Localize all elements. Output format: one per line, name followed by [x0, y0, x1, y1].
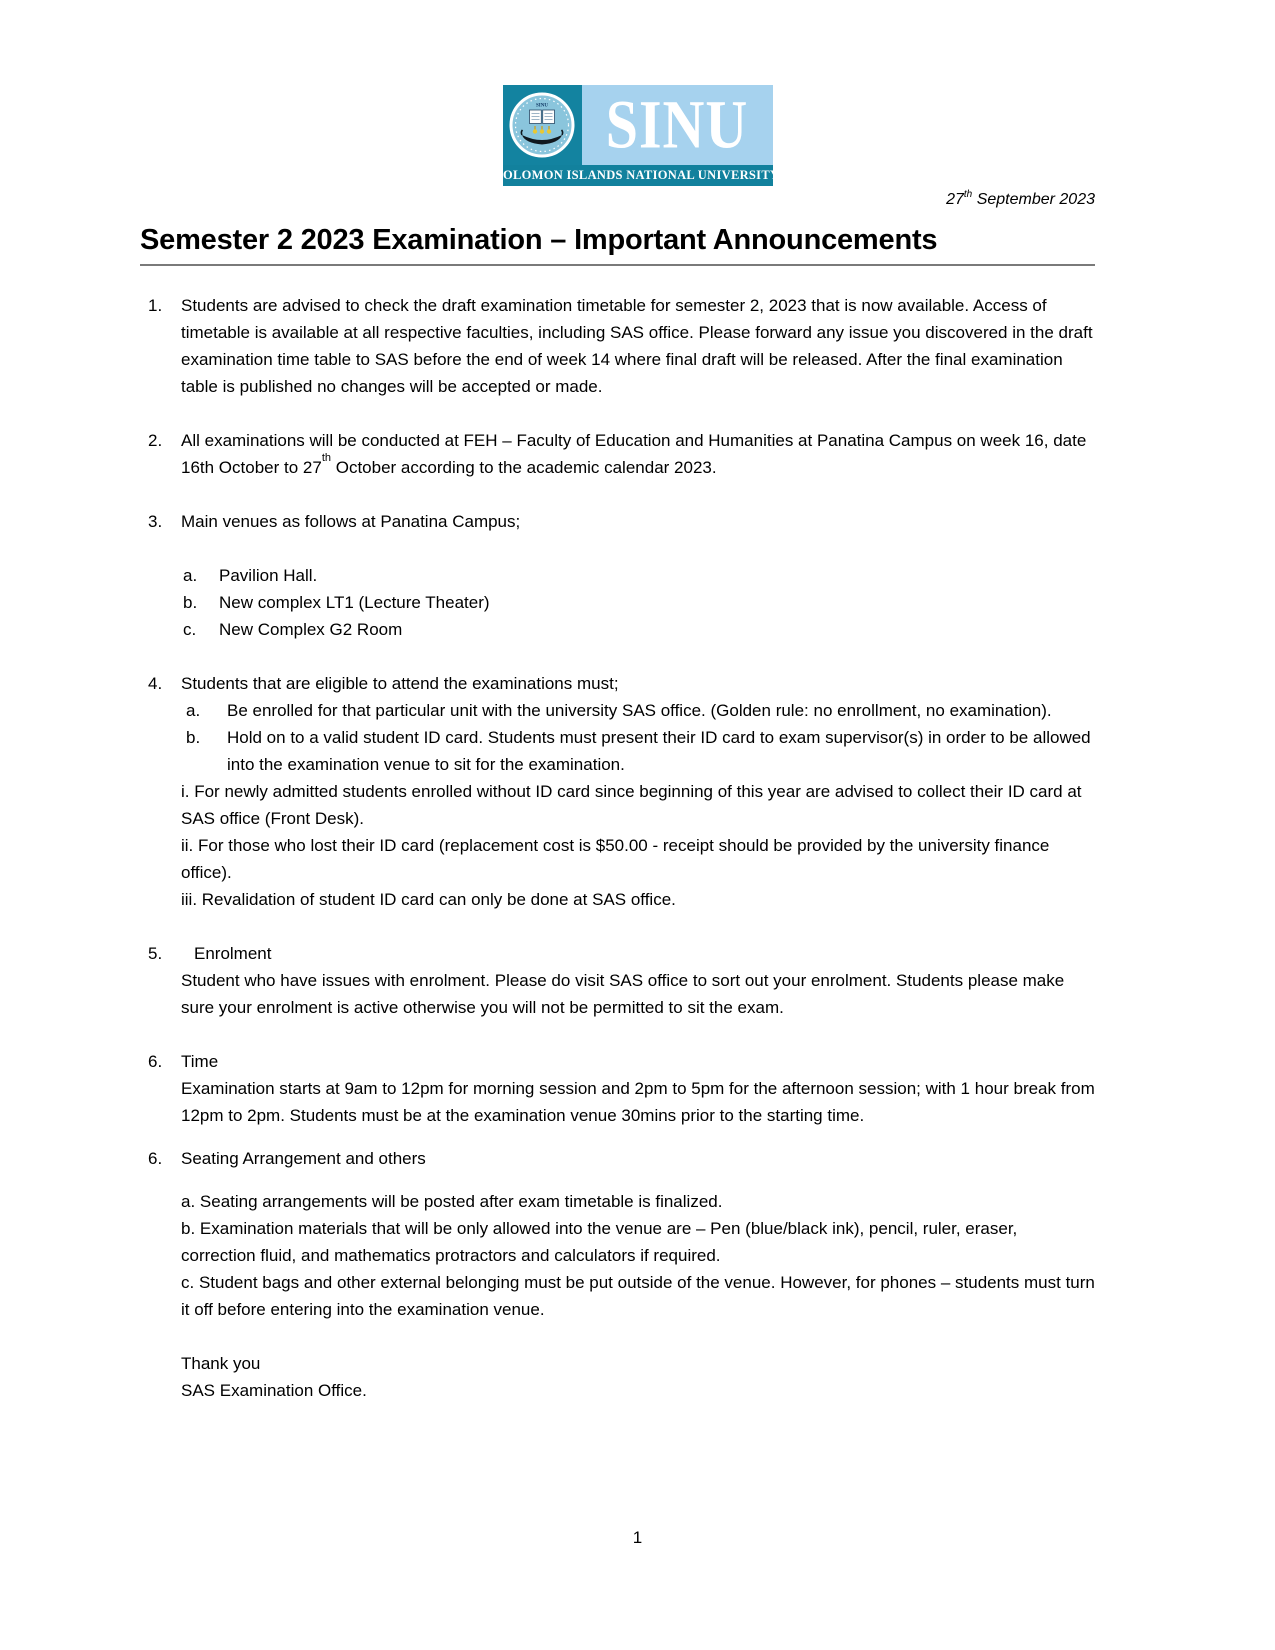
- sinu-crest-icon: [509, 92, 575, 158]
- eligibility-b: [186, 724, 1095, 778]
- list-marker: b.: [186, 728, 201, 747]
- sinu-banner: SOLOMON ISLANDS NATIONAL UNIVERSITY: [503, 165, 773, 186]
- venue-c: [183, 616, 1095, 643]
- note-ii: [181, 832, 1095, 886]
- text-content: [181, 940, 1095, 1021]
- document-content: [140, 188, 1095, 1404]
- item-6-time: [140, 1048, 1095, 1129]
- page-number: 1: [632, 1528, 643, 1547]
- note-iii: [181, 886, 1095, 913]
- text-content: [181, 1354, 260, 1373]
- list-marker: b.: [183, 593, 198, 612]
- item-3-venues: [140, 508, 1095, 535]
- seating-a: [181, 1188, 1095, 1215]
- list-marker: 6.: [148, 1052, 163, 1071]
- superscript-text: th: [321, 452, 332, 465]
- closing-signature: [181, 1377, 1095, 1404]
- note-i: [181, 778, 1095, 832]
- venue-a: [183, 562, 1095, 589]
- run-text: Student who have issues with enrolment. Please do visit SAS office to sort out your enrolment. Students please make sure your enrolment is active otherwise you will not be permitted to sit the exam.: [181, 971, 1065, 1017]
- list-marker: a.: [186, 701, 201, 720]
- list-marker: 2.: [148, 431, 163, 450]
- sinu-emblem-icon: [503, 85, 582, 165]
- run-text: October according to the academic calendar 2023.: [331, 458, 717, 477]
- item-5-enrolment: [140, 940, 1095, 1021]
- text-content: [219, 616, 1095, 643]
- item-2-venue-dates: [140, 427, 1095, 481]
- run-text: c. Student bags and other external belonging must be put outside of the venue. However, for phones – students must turn it off before entering into the examination venue.: [181, 1273, 1095, 1319]
- run-text: Seating Arrangement and others: [181, 1149, 426, 1168]
- run-text: a. Seating arrangements will be posted after exam timetable is finalized.: [181, 1192, 723, 1211]
- venue-b: [183, 589, 1095, 616]
- text-content: [181, 1048, 1095, 1129]
- date-day: 27: [946, 191, 964, 208]
- list-marker: 6.: [148, 1149, 163, 1168]
- list-marker: 4.: [148, 674, 163, 693]
- sinu-logo-top: [503, 85, 773, 165]
- sinu-logo: [495, 85, 780, 186]
- list-marker: c.: [183, 620, 197, 639]
- text-content: [181, 890, 676, 909]
- sinu-acronym: [582, 85, 773, 165]
- item-6-seating: [140, 1145, 1095, 1172]
- text-content: [181, 1145, 1095, 1172]
- run-text: All examinations will be conducted at FEH – Faculty of Education and Humanities at Panatina Campus on week 16, date 16th October to 27: [181, 431, 1087, 477]
- list-marker: 5.: [148, 944, 163, 963]
- seating-b: [181, 1215, 1095, 1269]
- text-content: [181, 508, 1095, 535]
- svg-text:SINU: SINU: [536, 103, 548, 109]
- run-text: New Complex G2 Room: [219, 620, 403, 639]
- run-text: Thank you: [181, 1354, 261, 1373]
- seating-c: [181, 1269, 1095, 1323]
- text-content: [219, 562, 1095, 589]
- text-content: [181, 782, 1082, 828]
- run-text: SAS Examination Office.: [181, 1381, 367, 1400]
- text-content: [219, 589, 1095, 616]
- announcement-body: [140, 266, 1095, 1404]
- text-content: [181, 1192, 722, 1211]
- run-text: New complex LT1 (Lecture Theater): [219, 593, 490, 612]
- run-text: Time: [181, 1052, 219, 1071]
- run-text: b. Examination materials that will be only allowed into the venue are – Pen (blue/black ink), pencil, ruler, eraser, correction fluid, and mathematics protractors and calculators if required.: [181, 1219, 1018, 1265]
- run-text: Enrolment: [194, 944, 272, 963]
- run-text: iii. Revalidation of student ID card can only be done at SAS office.: [181, 890, 676, 909]
- run-text: Be enrolled for that particular unit with the university SAS office. (Golden rule: no enrollment, no examination).: [227, 701, 1052, 720]
- sinu-acronym-text: SINU: [605, 86, 749, 163]
- run-text: Examination starts at 9am to 12pm for morning session and 2pm to 5pm for the afternoon session; with 1 hour break from 12pm to 2pm. Students must be at the examination venue 30mins prior to the starting time.: [181, 1079, 1095, 1125]
- date-month-year: September 2023: [972, 191, 1095, 208]
- text-content: [181, 1219, 1017, 1265]
- run-text: ii. For those who lost their ID card (replacement cost is $50.00 - receipt should be provided by the university finance office).: [181, 836, 1050, 882]
- run-text: Students that are eligible to attend the examinations must;: [181, 674, 619, 693]
- closing-thanks: [181, 1350, 1095, 1377]
- text-content: [227, 724, 1095, 778]
- text-content: [181, 292, 1095, 400]
- run-text: Main venues as follows at Panatina Campus;: [181, 512, 521, 531]
- page-title: Semester 2 2023 Examination – Important Announcements: [140, 224, 1095, 266]
- eligibility-a: [186, 697, 1095, 724]
- text-content: [181, 836, 1049, 882]
- text-content: [227, 697, 1095, 724]
- document-date: [140, 188, 1095, 211]
- item-4-eligibility: [140, 670, 1095, 697]
- date-ordinal: th: [963, 188, 973, 200]
- text-content: [181, 427, 1095, 481]
- text-content: [181, 1381, 367, 1400]
- run-text: Students are advised to check the draft examination timetable for semester 2, 2023 that is now available. Access of timetable is available at all respective faculties, including SAS office. Please forward any issue you discovered in the draft examination time table to SAS before the end of week 14 where final draft will be released. After the final examination table is published no changes will be accepted or made.: [181, 296, 1093, 396]
- list-marker: a.: [183, 566, 198, 585]
- list-marker: 3.: [148, 512, 163, 531]
- list-marker: 1.: [148, 296, 163, 315]
- run-text: i. For newly admitted students enrolled without ID card since beginning of this year are advised to collect their ID card at SAS office (Front Desk).: [181, 782, 1082, 828]
- text-content: [181, 670, 1095, 697]
- text-content: [181, 1273, 1095, 1319]
- item-1-timetable: [140, 292, 1095, 400]
- run-text: Pavilion Hall.: [219, 566, 318, 585]
- run-text: Hold on to a valid student ID card. Students must present their ID card to exam supervisor(s) in order to be allowed into the examination venue to sit for the examination.: [227, 728, 1091, 774]
